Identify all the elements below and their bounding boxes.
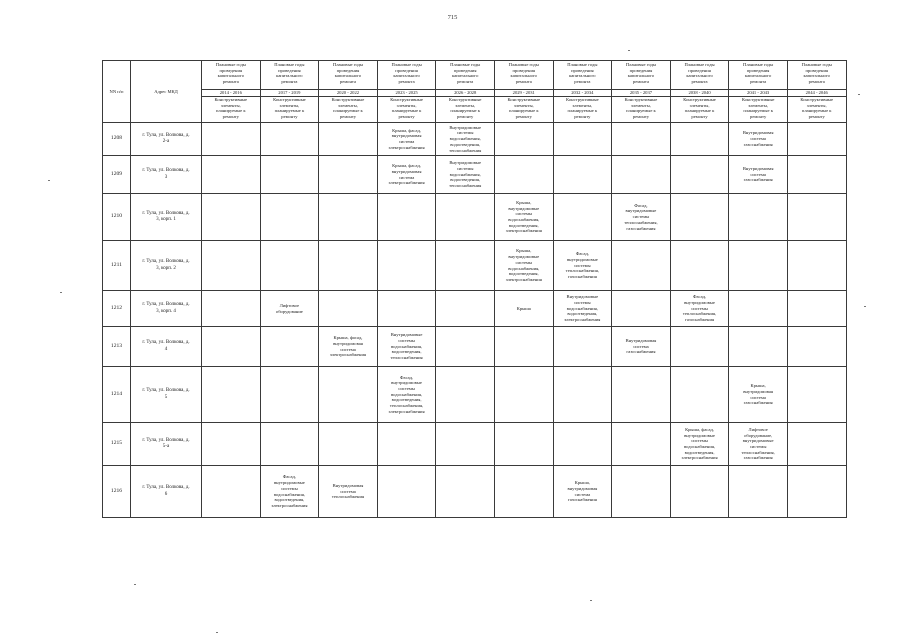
column-header-address: Адрес МКД [131,61,202,123]
repair-elements-cell: Крыша, внутридомовые системы водоснабжения, водоотведения, электроснабжения [494,241,553,291]
period-years: 2020 - 2022 [319,89,377,96]
repair-elements-cell [260,241,319,291]
column-header-period [202,61,261,97]
period-years: 2038 - 2040 [671,89,729,96]
column-header-period [436,61,495,97]
period-title: Плановые годы проведения капитального ремонта [215,62,246,85]
repair-elements-cell: Крыша, фасад, внутридомовые системы водоснабжения, водоотведения, электроснабжения [670,423,729,466]
table-row [103,423,847,466]
period-years: 2044 - 2046 [788,89,846,96]
repair-elements-cell [319,423,378,466]
repair-elements-cell [729,466,788,518]
repair-elements-cell [670,327,729,367]
repair-elements-cell [494,466,553,518]
period-years: 2041 - 2043 [729,89,787,96]
repair-elements-cell [494,367,553,423]
repair-elements-cell: Лифтовое оборудование, внутридомовые системы теплоснабжения, газоснабжения [729,423,788,466]
repair-elements-cell [260,123,319,156]
table-row [103,123,847,156]
repair-elements-cell [260,327,319,367]
column-header-elements: Конструктивные элементы, планируемые к ремонту [670,97,729,123]
repair-elements-cell [612,291,671,327]
repair-elements-cell: Крыша, внутридомовая система газоснабжения [553,466,612,518]
scan-speck [216,632,218,633]
repair-elements-cell [494,423,553,466]
building-address: г. Тула, ул. Волкова, д. 4 [131,327,202,367]
table-row [103,291,847,327]
period-title: Плановые годы проведения капитального ремонта [332,62,364,85]
repair-elements-cell [612,367,671,423]
repair-elements-cell [553,423,612,466]
table-row [103,156,847,194]
repair-elements-cell [202,466,261,518]
repair-elements-cell [670,194,729,241]
column-header-period [787,61,846,97]
repair-elements-cell: Крыша [494,291,553,327]
repair-elements-cell [436,466,495,518]
repair-elements-cell [670,123,729,156]
repair-elements-cell [494,156,553,194]
row-number: 1211 [103,241,131,291]
header-row-elements [103,97,847,123]
period-years: 2017 - 2019 [261,89,319,96]
building-address: г. Тула, ул. Волкова, д. 3, корп. 2 [131,241,202,291]
period-years: 2029 - 2031 [495,89,553,96]
repair-elements-cell [319,123,378,156]
column-header-elements: Конструктивные элементы, планируемые к ремонту [494,97,553,123]
repair-elements-cell: Внутридомовые системы водоснабжения, водоотведения, теплоснабжения [436,123,495,156]
repair-elements-cell [670,466,729,518]
repair-elements-cell: Внутридомовая система газоснабжения [729,123,788,156]
repair-elements-cell: Крыша, внутридомовая система газоснабжения [729,367,788,423]
row-number: 1212 [103,291,131,327]
repair-elements-cell: Крыша, фасад, внутридомовая система электроснабжения [319,327,378,367]
column-header-elements: Конструктивные элементы, планируемые к ремонту [260,97,319,123]
building-address: г. Тула, ул. Волкова, д. 3, корп. 1 [131,194,202,241]
repair-elements-cell [553,194,612,241]
repair-elements-cell [494,327,553,367]
column-header-period [494,61,553,97]
repair-elements-cell [787,423,846,466]
header-row-periods [103,61,847,97]
period-years: 2032 - 2034 [554,89,612,96]
column-header-elements: Конструктивные элементы, планируемые к ремонту [787,97,846,123]
repair-elements-cell [202,423,261,466]
period-title: Плановые годы проведения капитального ремонта [274,62,305,85]
building-address: г. Тула, ул. Волкова, д. 5-а [131,423,202,466]
period-years: 2026 - 2028 [436,89,494,96]
repair-elements-cell [612,241,671,291]
period-years: 2014 - 2016 [202,89,260,96]
capital-repair-schedule-table [102,60,847,518]
repair-elements-cell: Внутридомовые системы водоснабжения, водоотведения, электроснабжения [553,291,612,327]
repair-elements-cell [319,241,378,291]
repair-elements-cell [670,367,729,423]
column-header-period [377,61,436,97]
repair-elements-cell [202,241,261,291]
period-title: Плановые годы проведения капитального ремонта [684,62,715,85]
row-number: 1210 [103,194,131,241]
repair-elements-cell [260,156,319,194]
repair-elements-cell [377,466,436,518]
column-header-elements: Конструктивные элементы, планируемые к ремонту [612,97,671,123]
repair-elements-cell [787,241,846,291]
table-row [103,367,847,423]
repair-elements-cell [377,423,436,466]
column-header-period [612,61,671,97]
table-row [103,327,847,367]
repair-elements-cell [787,466,846,518]
table-row [103,194,847,241]
table-row [103,241,847,291]
building-address: г. Тула, ул. Волкова, д. 3 [131,156,202,194]
repair-elements-cell [436,194,495,241]
column-header-period [553,61,612,97]
repair-elements-cell [787,194,846,241]
row-number: 1215 [103,423,131,466]
repair-elements-cell [319,194,378,241]
table-body [103,123,847,518]
scan-speck [60,292,62,293]
scan-speck [858,94,860,95]
scan-speck [48,180,50,181]
scan-speck [134,584,136,585]
column-header-number: NN п/п [103,61,131,123]
repair-elements-cell [436,241,495,291]
repair-elements-cell [260,423,319,466]
repair-elements-cell [612,156,671,194]
repair-elements-cell [377,291,436,327]
row-number: 1213 [103,327,131,367]
period-years: 2023 - 2025 [378,89,436,96]
building-address: г. Тула, ул. Волкова, д. 5 [131,367,202,423]
column-header-period [319,61,378,97]
column-header-period [670,61,729,97]
column-header-elements: Конструктивные элементы, планируемые к ремонту [202,97,261,123]
repair-elements-cell: Фасад, внутридомовые системы водоснабжения, водоотведения, теплоснабжения, электроснабжения [377,367,436,423]
repair-elements-cell [670,241,729,291]
repair-elements-cell [729,241,788,291]
table-row [103,466,847,518]
scan-speck [864,306,866,307]
repair-elements-cell [260,367,319,423]
repair-elements-cell: Крыша, фасад, внутридомовая система электроснабжения [377,123,436,156]
repair-elements-cell [553,123,612,156]
repair-elements-cell [553,367,612,423]
repair-elements-cell: Крыша, внутридомовые системы водоснабжения, водоотведения, электроснабжения [494,194,553,241]
period-title: Плановые годы проведения капитального ремонта [508,62,539,85]
repair-elements-cell [202,123,261,156]
building-address: г. Тула, ул. Волкова, д. 6 [131,466,202,518]
repair-elements-cell [612,123,671,156]
building-address: г. Тула, ул. Волкова, д. 2-а [131,123,202,156]
repair-elements-cell [787,123,846,156]
repair-elements-cell [436,367,495,423]
repair-elements-cell [670,156,729,194]
page-number: 715 [447,14,458,21]
repair-elements-cell [494,123,553,156]
repair-elements-cell: Внутридомовая система газоснабжения [729,156,788,194]
repair-elements-cell [436,291,495,327]
repair-elements-cell [202,156,261,194]
repair-elements-cell: Крыша, фасад, внутридомовая система электроснабжения [377,156,436,194]
repair-elements-cell [729,194,788,241]
repair-elements-cell [729,291,788,327]
repair-elements-cell [260,194,319,241]
repair-elements-cell [377,194,436,241]
column-header-elements: Конструктивные элементы, планируемые к ремонту [377,97,436,123]
period-title: Плановые годы проведения капитального ремонта [801,62,832,85]
repair-elements-cell: Внутридомовая система газоснабжения [612,327,671,367]
repair-elements-cell [436,423,495,466]
repair-elements-cell [787,367,846,423]
period-years: 2035 - 2037 [612,89,670,96]
repair-elements-cell [202,327,261,367]
repair-elements-cell [436,327,495,367]
repair-elements-cell: Фасад, внутридомовые системы теплоснабжения, газоснабжения [612,194,671,241]
period-title: Плановые годы проведения капитального ремонта [743,62,774,85]
repair-elements-cell [787,156,846,194]
repair-elements-cell: Лифтовое оборудование [260,291,319,327]
repair-elements-cell [319,156,378,194]
repair-elements-cell: Внутридомовая система теплоснабжения [319,466,378,518]
repair-elements-cell [612,423,671,466]
row-number: 1208 [103,123,131,156]
repair-elements-cell [319,367,378,423]
column-header-elements: Конструктивные элементы, планируемые к ремонту [729,97,788,123]
column-header-elements: Конструктивные элементы, планируемые к ремонту [319,97,378,123]
repair-elements-cell [202,367,261,423]
repair-elements-cell [787,291,846,327]
repair-elements-cell [202,194,261,241]
repair-elements-cell: Внутридомовые системы водоснабжения, водоотведения, теплоснабжения [377,327,436,367]
building-address: г. Тула, ул. Волкова, д. 3, корп. 4 [131,291,202,327]
column-header-period [729,61,788,97]
repair-elements-cell [553,156,612,194]
repair-elements-cell [729,327,788,367]
repair-elements-cell: Фасад, внутридомовые системы водоснабжения, водоотведения, электроснабжения [260,466,319,518]
repair-elements-cell [553,327,612,367]
scan-speck [628,50,630,51]
repair-elements-cell: Внутридомовые системы водоснабжения, водоотведения, теплоснабжения [436,156,495,194]
scan-speck [590,600,592,601]
repair-elements-cell: Фасад, внутридомовые системы теплоснабжения, газоснабжения [670,291,729,327]
period-title: Плановые годы проведения капитального ремонта [450,62,481,85]
repair-elements-cell [787,327,846,367]
row-number: 1209 [103,156,131,194]
period-title: Плановые годы проведения капитального ремонта [567,62,598,85]
repair-elements-cell [612,466,671,518]
repair-elements-cell [377,241,436,291]
column-header-period [260,61,319,97]
row-number: 1216 [103,466,131,518]
row-number: 1214 [103,367,131,423]
repair-elements-cell [202,291,261,327]
column-header-elements: Конструктивные элементы, планируемые к ремонту [553,97,612,123]
column-header-elements: Конструктивные элементы, планируемые к ремонту [436,97,495,123]
repair-elements-cell [319,291,378,327]
repair-elements-cell: Фасад, внутридомовые системы теплоснабжения, газоснабжения [553,241,612,291]
period-title: Плановые годы проведения капитального ремонта [625,62,657,85]
period-title: Плановые годы проведения капитального ремонта [391,62,422,85]
